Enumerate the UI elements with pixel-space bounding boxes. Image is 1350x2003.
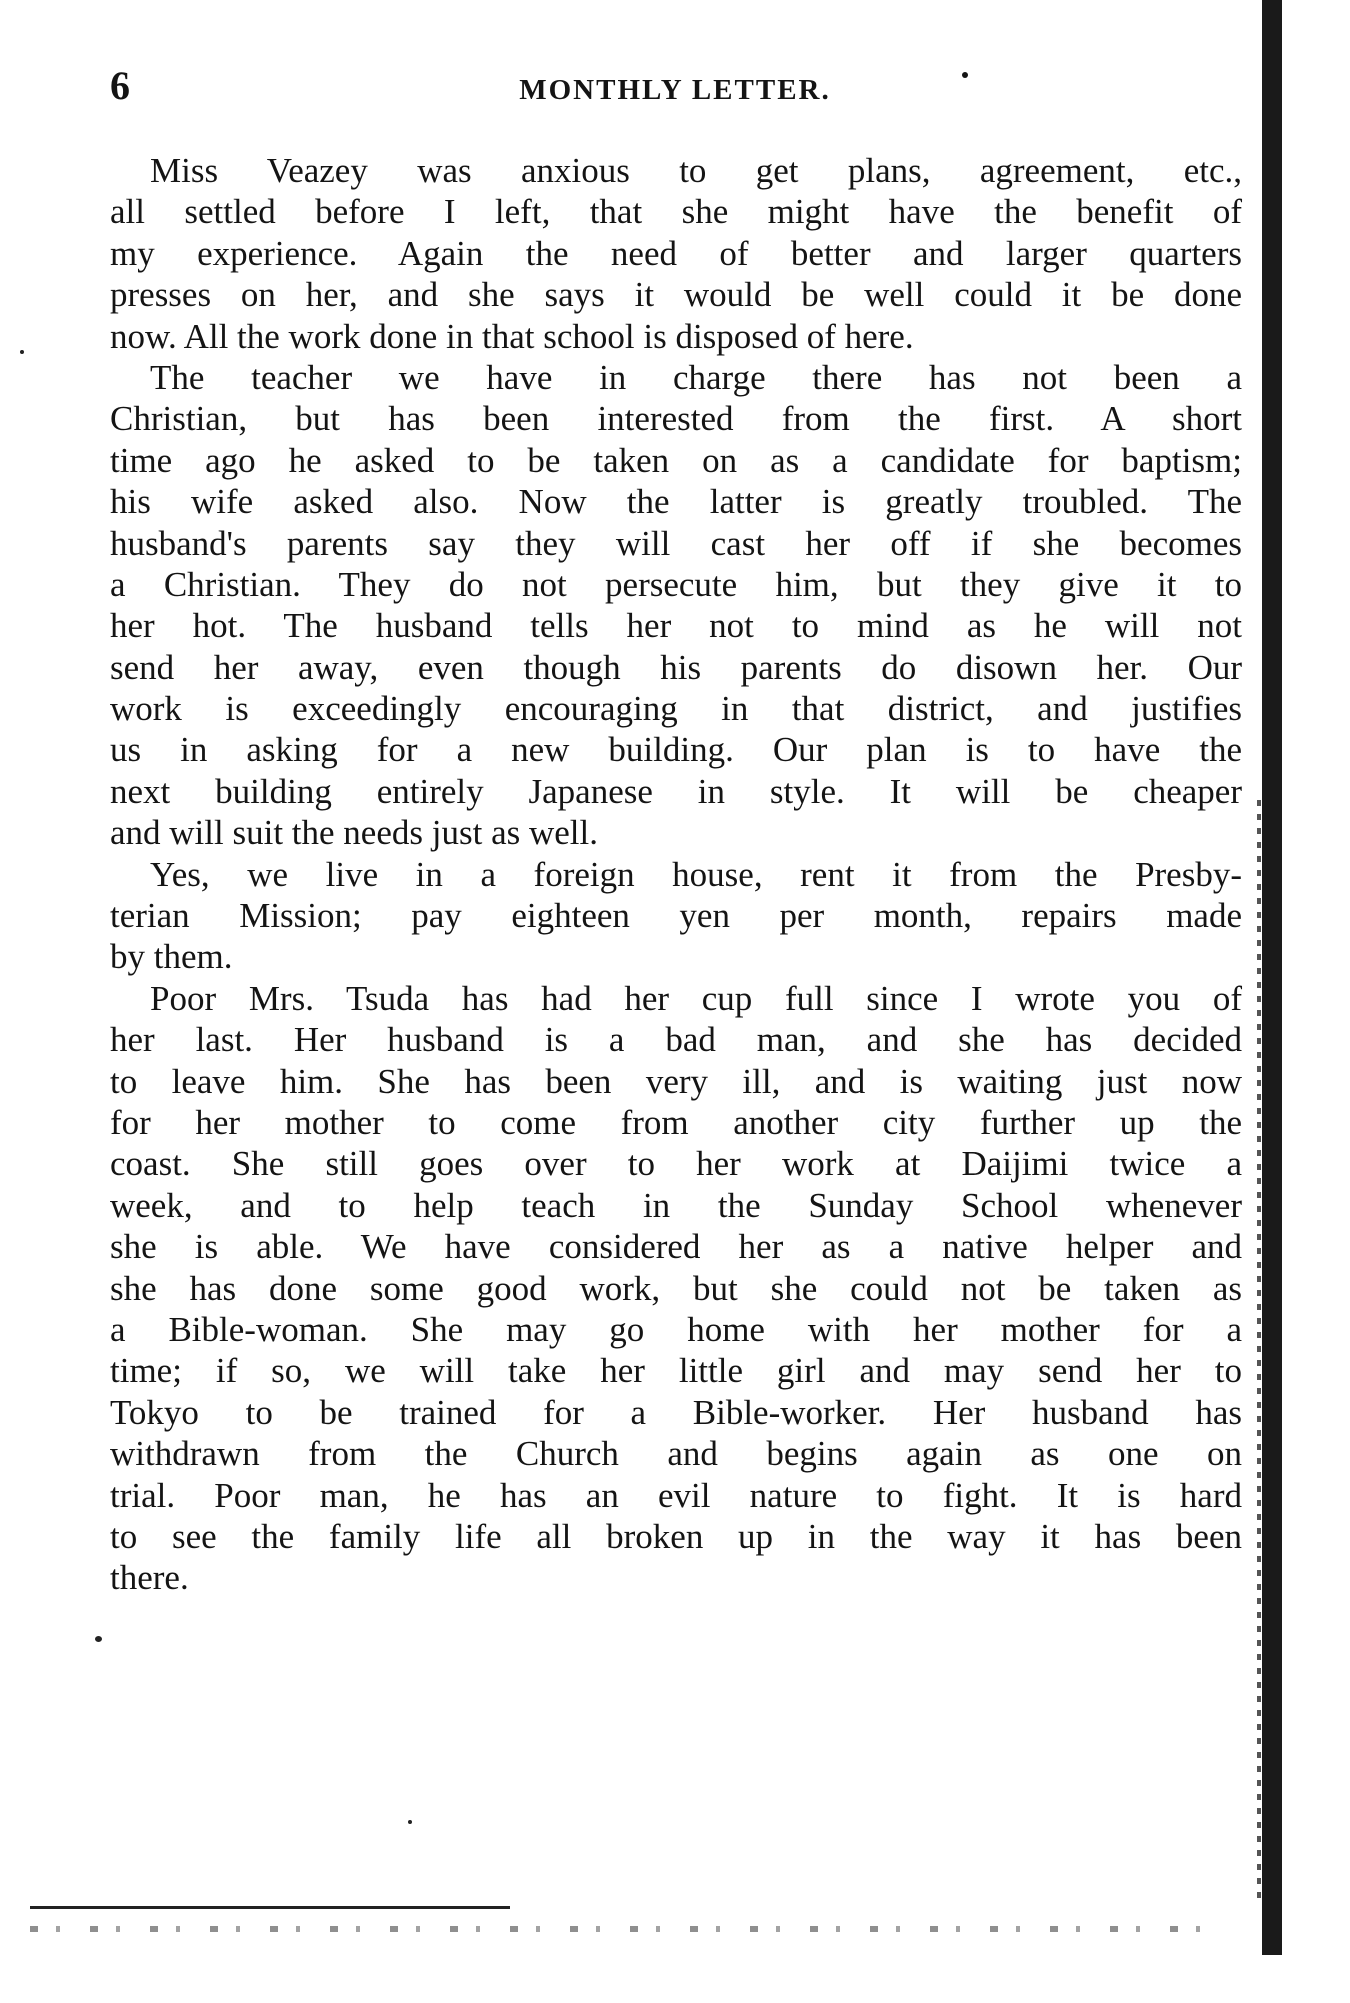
text-line: her last. Her husband is a bad man, and she has decided	[110, 1020, 1242, 1060]
text-line: by them.	[110, 937, 233, 977]
text-line: to see the family life all broken up in the way it has been	[110, 1516, 1242, 1556]
text-line: to leave him. She has been very ill, and is waiting just now	[110, 1061, 1242, 1101]
ink-speck	[408, 1820, 412, 1824]
text-line: work is exceedingly encouraging in that district, and justifies	[110, 689, 1242, 729]
text-line: her hot. The husband tells her not to mind as he will not	[110, 606, 1242, 646]
text-line: week, and to help teach in the Sunday School whenever	[110, 1185, 1242, 1225]
text-line: a Christian. They do not persecute him, but they give it to	[110, 564, 1242, 604]
text-line: there.	[110, 1558, 189, 1598]
ink-speck	[20, 350, 24, 354]
text-line: husband's parents say they will cast her off if she becomes	[110, 523, 1242, 563]
text-line: next building entirely Japanese in style. It will be cheaper	[110, 771, 1242, 811]
text-line: send her away, even though his parents do disown her. Our	[110, 647, 1242, 687]
text-line: for her mother to come from another city further up the	[110, 1102, 1242, 1142]
page-number: 6	[110, 63, 130, 108]
text-line: now. All the work done in that school is disposed of here.	[110, 316, 914, 356]
page-binding-edge	[1262, 0, 1282, 1955]
text-line: all settled before I left, that she might have the benefit of	[110, 192, 1242, 232]
text-line: trial. Poor man, he has an evil nature to fight. It is hard	[110, 1475, 1242, 1515]
text-line: she has done some good work, but she could not be taken as	[110, 1268, 1242, 1308]
text-line: she is able. We have considered her as a native helper and	[110, 1227, 1242, 1267]
ink-speck	[95, 1636, 102, 1642]
text-line: time; if so, we will take her little girl and may send her to	[110, 1351, 1242, 1391]
page-binding-shadow	[1257, 800, 1261, 1900]
text-line: Yes, we live in a foreign house, rent it from the Presby-	[150, 854, 1242, 894]
text-line: Christian, but has been interested from the first. A short	[110, 399, 1242, 439]
text-line: coast. She still goes over to her work at Daijimi twice a	[110, 1144, 1242, 1184]
text-line: terian Mission; pay eighteen yen per month, repairs made	[110, 896, 1242, 936]
page-bottom-rule	[30, 1906, 510, 1909]
text-line: withdrawn from the Church and begins again as one on	[110, 1434, 1242, 1474]
ink-speck	[962, 72, 968, 78]
text-line: his wife asked also. Now the latter is greatly troubled. The	[110, 482, 1242, 522]
text-line: my experience. Again the need of better and larger quarters	[110, 233, 1242, 273]
body-text	[110, 150, 1242, 1599]
text-line: Miss Veazey was anxious to get plans, agreement, etc.,	[150, 151, 1242, 190]
text-line: and will suit the needs just as well.	[110, 813, 598, 853]
text-line: Tokyo to be trained for a Bible-worker. Her husband has	[110, 1392, 1242, 1432]
running-title: MONTHLY LETTER.	[519, 74, 831, 106]
page-bottom-speckle	[30, 1926, 1230, 1932]
text-line: presses on her, and she says it would be well could it be done	[110, 275, 1242, 315]
text-line: us in asking for a new building. Our plan is to have the	[110, 730, 1242, 770]
text-line: The teacher we have in charge there has not been a	[150, 357, 1242, 397]
text-line: a Bible-woman. She may go home with her mother for a	[110, 1309, 1242, 1349]
text-line: time ago he asked to be taken on as a candidate for baptism;	[110, 440, 1242, 480]
text-line: Poor Mrs. Tsuda has had her cup full since I wrote you of	[150, 978, 1242, 1018]
